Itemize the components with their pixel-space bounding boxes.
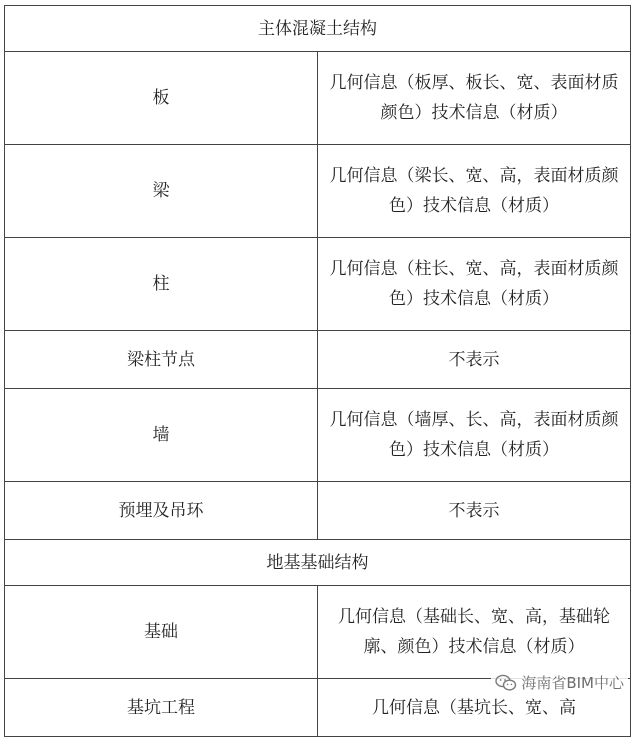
row-label: 基坑工程: [5, 679, 318, 737]
row-description: 几何信息（墙厚、长、高，表面材质颜色）技术信息（材质）: [318, 389, 631, 482]
row-description: 不表示: [318, 331, 631, 389]
table-row: [5, 389, 631, 482]
row-label: 梁柱节点: [5, 331, 318, 389]
table-row: [5, 331, 631, 389]
table-row: [5, 52, 631, 145]
table-row: [5, 482, 631, 540]
row-description: 几何信息（梁长、宽、高，表面材质颜色）技术信息（材质）: [318, 145, 631, 238]
row-label: 墙: [5, 389, 318, 482]
section-header-row: [5, 540, 631, 586]
section-header-row: [5, 6, 631, 52]
row-description: 几何信息（板厚、板长、宽、表面材质颜色）技术信息（材质）: [318, 52, 631, 145]
watermark-text: 海南省BIM中心: [521, 674, 624, 692]
section-title-concrete: 主体混凝土结构: [5, 6, 631, 52]
table-row: [5, 586, 631, 679]
watermark: [491, 670, 628, 695]
row-label: 基础: [5, 586, 318, 679]
table-row: [5, 145, 631, 238]
row-label: 预埋及吊环: [5, 482, 318, 540]
section-title-foundation: 地基基础结构: [5, 540, 631, 586]
row-description: 几何信息（基础长、宽、高，基础轮廓、颜色）技术信息（材质）: [318, 586, 631, 679]
row-label: 板: [5, 52, 318, 145]
row-label: 梁: [5, 145, 318, 238]
wechat-icon: [495, 674, 517, 692]
row-label: 柱: [5, 238, 318, 331]
row-description: 几何信息（基坑长、宽、高: [318, 679, 631, 737]
bim-info-table: [4, 5, 631, 737]
row-description: 几何信息（柱长、宽、高，表面材质颜色）技术信息（材质）: [318, 238, 631, 331]
row-description: 不表示: [318, 482, 631, 540]
table-row: [5, 238, 631, 331]
